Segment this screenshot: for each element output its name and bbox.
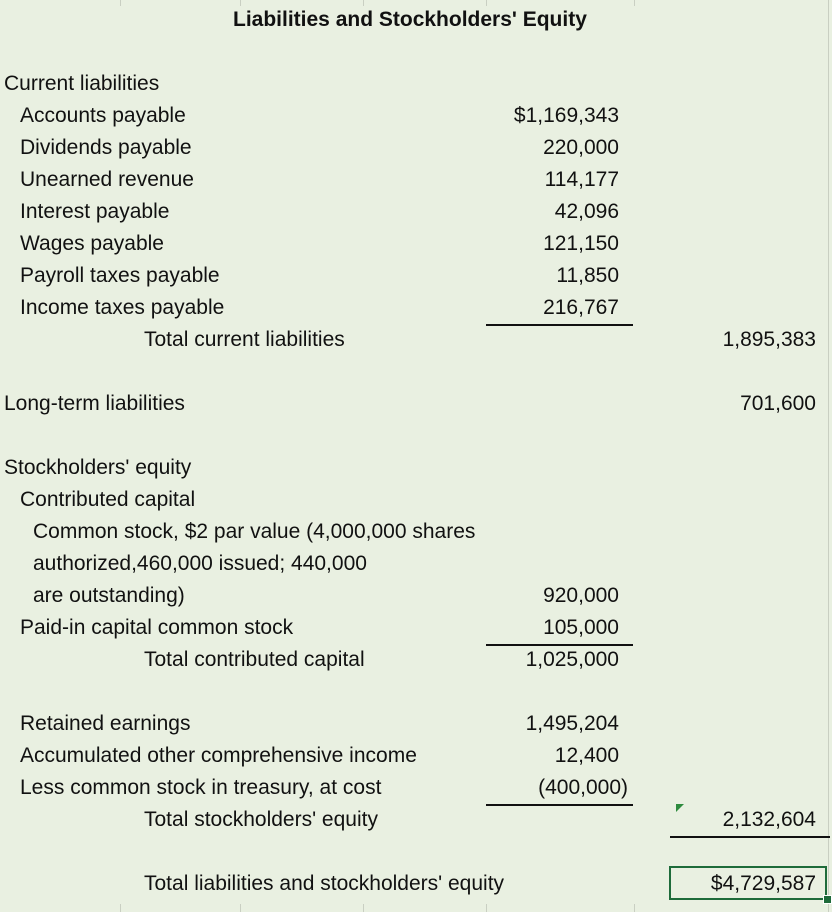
treasury-stock-value[interactable]: (400,000) xyxy=(486,772,633,806)
total-liabilities-equity-value[interactable]: $4,729,587 xyxy=(710,872,816,895)
grid-line xyxy=(363,904,364,912)
grid-line xyxy=(240,904,241,912)
dividends-payable-label[interactable]: Dividends payable xyxy=(20,136,192,159)
total-liabilities-equity-label[interactable]: Total liabilities and stockholders' equity xyxy=(144,872,505,895)
payroll-taxes-payable-value[interactable]: 11,850 xyxy=(556,264,619,287)
fill-handle[interactable] xyxy=(823,895,832,904)
retained-earnings-value[interactable]: 1,495,204 xyxy=(525,712,619,735)
grid-line xyxy=(634,904,635,912)
total-current-liabilities-label[interactable]: Total current liabilities xyxy=(144,328,345,351)
total-contributed-capital-label[interactable]: Total contributed capital xyxy=(144,648,365,671)
total-contributed-capital-value[interactable]: 1,025,000 xyxy=(525,648,619,671)
current-liabilities-heading[interactable]: Current liabilities xyxy=(4,72,160,95)
grid-line xyxy=(486,904,487,912)
income-taxes-payable-label[interactable]: Income taxes payable xyxy=(20,296,225,319)
grid-line xyxy=(120,904,121,912)
wages-payable-value[interactable]: 121,150 xyxy=(543,232,619,255)
page-title[interactable]: Liabilities and Stockholders' Equity xyxy=(233,8,587,31)
payroll-taxes-payable-label[interactable]: Payroll taxes payable xyxy=(20,264,220,287)
common-stock-desc-line2[interactable]: authorized,460,000 issued; 440,000 xyxy=(33,552,367,575)
wages-payable-label[interactable]: Wages payable xyxy=(20,232,164,255)
accounts-payable-value[interactable]: $1,169,343 xyxy=(513,104,619,127)
long-term-liabilities-label[interactable]: Long-term liabilities xyxy=(4,392,185,415)
retained-earnings-label[interactable]: Retained earnings xyxy=(20,712,191,735)
paid-in-capital-value[interactable]: 105,000 xyxy=(486,612,633,646)
aoci-value[interactable]: 12,400 xyxy=(554,744,619,767)
grid-line xyxy=(120,0,121,6)
unearned-revenue-value[interactable]: 114,177 xyxy=(544,168,619,191)
dividends-payable-value[interactable]: 220,000 xyxy=(543,136,619,159)
grid-line xyxy=(634,0,635,6)
long-term-liabilities-value[interactable]: 701,600 xyxy=(740,392,816,415)
total-stockholders-equity-value[interactable]: 2,132,604 xyxy=(670,804,830,838)
common-stock-desc-line1[interactable]: Common stock, $2 par value (4,000,000 shares xyxy=(33,520,476,543)
accounts-payable-label[interactable]: Accounts payable xyxy=(20,104,186,127)
interest-payable-label[interactable]: Interest payable xyxy=(20,200,170,223)
income-taxes-payable-value[interactable]: 216,767 xyxy=(486,292,633,326)
common-stock-desc-line3[interactable]: are outstanding) xyxy=(33,584,185,607)
contributed-capital-heading[interactable]: Contributed capital xyxy=(20,488,196,511)
total-current-liabilities-value[interactable]: 1,895,383 xyxy=(722,328,816,351)
paid-in-capital-label[interactable]: Paid-in capital common stock xyxy=(20,616,294,639)
common-stock-value[interactable]: 920,000 xyxy=(543,584,619,607)
column-border xyxy=(828,0,829,912)
unearned-revenue-label[interactable]: Unearned revenue xyxy=(20,168,194,191)
treasury-stock-label[interactable]: Less common stock in treasury, at cost xyxy=(20,776,382,799)
aoci-label[interactable]: Accumulated other comprehensive income xyxy=(20,744,417,767)
stockholders-equity-heading[interactable]: Stockholders' equity xyxy=(4,456,192,479)
interest-payable-value[interactable]: 42,096 xyxy=(554,200,619,223)
total-stockholders-equity-label[interactable]: Total stockholders' equity xyxy=(144,808,378,831)
